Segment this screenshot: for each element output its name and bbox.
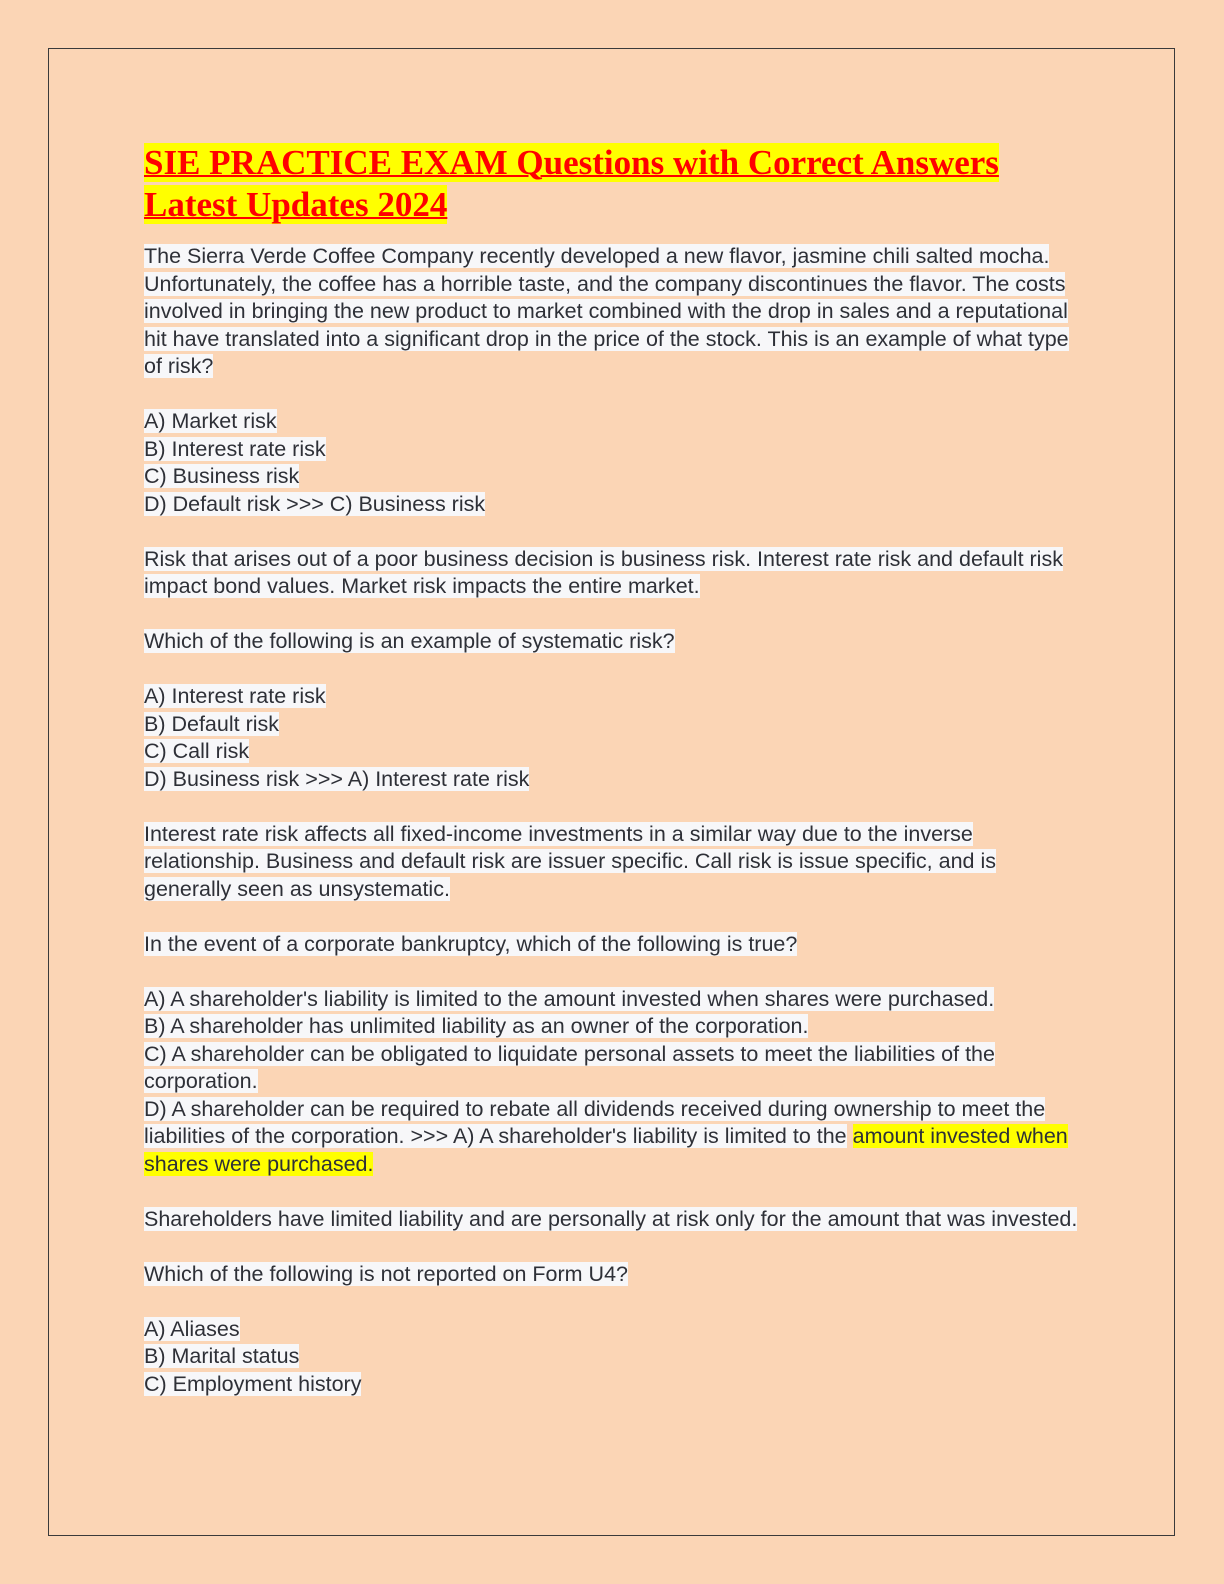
explanation-3 xyxy=(144,1206,1084,1234)
question-3 xyxy=(144,931,1084,959)
option-a: A) Market risk xyxy=(144,409,277,433)
option-a: A) Interest rate risk xyxy=(144,684,326,708)
document-title xyxy=(144,142,1084,226)
explanation-2-text: Interest rate risk affects all fixed-income investments in a similar way due to the inverse relationship. Business and default risk are issuer specific. Call risk is issue specific, and is generally seen as unsystematic. xyxy=(144,821,997,901)
answer-highlight: amount invested when shares were purchased. xyxy=(144,1124,1068,1176)
option-b: B) A shareholder has unlimited liability as an owner of the corporation. xyxy=(144,1014,809,1038)
option-c: C) Employment history xyxy=(144,1371,362,1396)
option-d-with-answer: D) Default risk >>> C) Business risk xyxy=(144,491,486,516)
document-body xyxy=(144,142,1084,1426)
question-1-text: The Sierra Verde Coffee Company recently developed a new flavor, jasmine chili salted mocha. Unfortunately, the coffee has a horrible taste, and the company discontinues the flavor. The costs involved in bringing the new product to market combined with the drop in sales and a reputational hit have translated into a significant drop in the price of the stock. This is an example of what type of risk? xyxy=(144,244,1069,378)
question-1 xyxy=(144,243,1084,381)
option-a: A) A shareholder's liability is limited to the amount invested when shares were purchased. xyxy=(144,986,995,1011)
question-3-options xyxy=(144,986,1084,1179)
question-4-text: Which of the following is not reported on Form U4? xyxy=(144,1261,628,1286)
question-2-options xyxy=(144,683,1084,793)
option-c: C) Call risk xyxy=(144,739,250,763)
option-d-with-answer: D) Business risk >>> A) Interest rate risk xyxy=(144,766,530,791)
question-2 xyxy=(144,628,1084,656)
question-4-options xyxy=(144,1316,1084,1399)
explanation-3-text: Shareholders have limited liability and are personally at risk only for the amount that was invested. xyxy=(144,1206,1078,1231)
option-b: B) Interest rate risk xyxy=(144,436,326,461)
option-b: B) Marital status xyxy=(144,1344,300,1368)
option-b: B) Default risk xyxy=(144,711,280,736)
question-3-text: In the event of a corporate bankruptcy, which of the following is true? xyxy=(144,931,798,956)
option-a: A) Aliases xyxy=(144,1316,240,1341)
option-d-with-answer: D) A shareholder can be required to rebate all dividends received during ownership to meet the liabilities of the corporation. >>> A) A shareholder's liability is limited to the xyxy=(144,1096,1046,1148)
question-2-text: Which of the following is an example of systematic risk? xyxy=(144,629,675,653)
explanation-2 xyxy=(144,821,1084,904)
title-line-1: SIE PRACTICE EXAM Questions with Correct Answers xyxy=(144,143,999,182)
title-line-2: Latest Updates 2024 xyxy=(144,185,448,224)
question-4 xyxy=(144,1261,1084,1289)
option-c: C) A shareholder can be obligated to liquidate personal assets to meet the liabilities of the corporation. xyxy=(144,1041,995,1093)
explanation-1 xyxy=(144,546,1084,601)
option-c: C) Business risk xyxy=(144,464,300,488)
question-1-options xyxy=(144,408,1084,518)
explanation-1-text: Risk that arises out of a poor business decision is business risk. Interest rate risk and default risk impact bond values. Market risk impacts the entire market. xyxy=(144,546,1063,598)
